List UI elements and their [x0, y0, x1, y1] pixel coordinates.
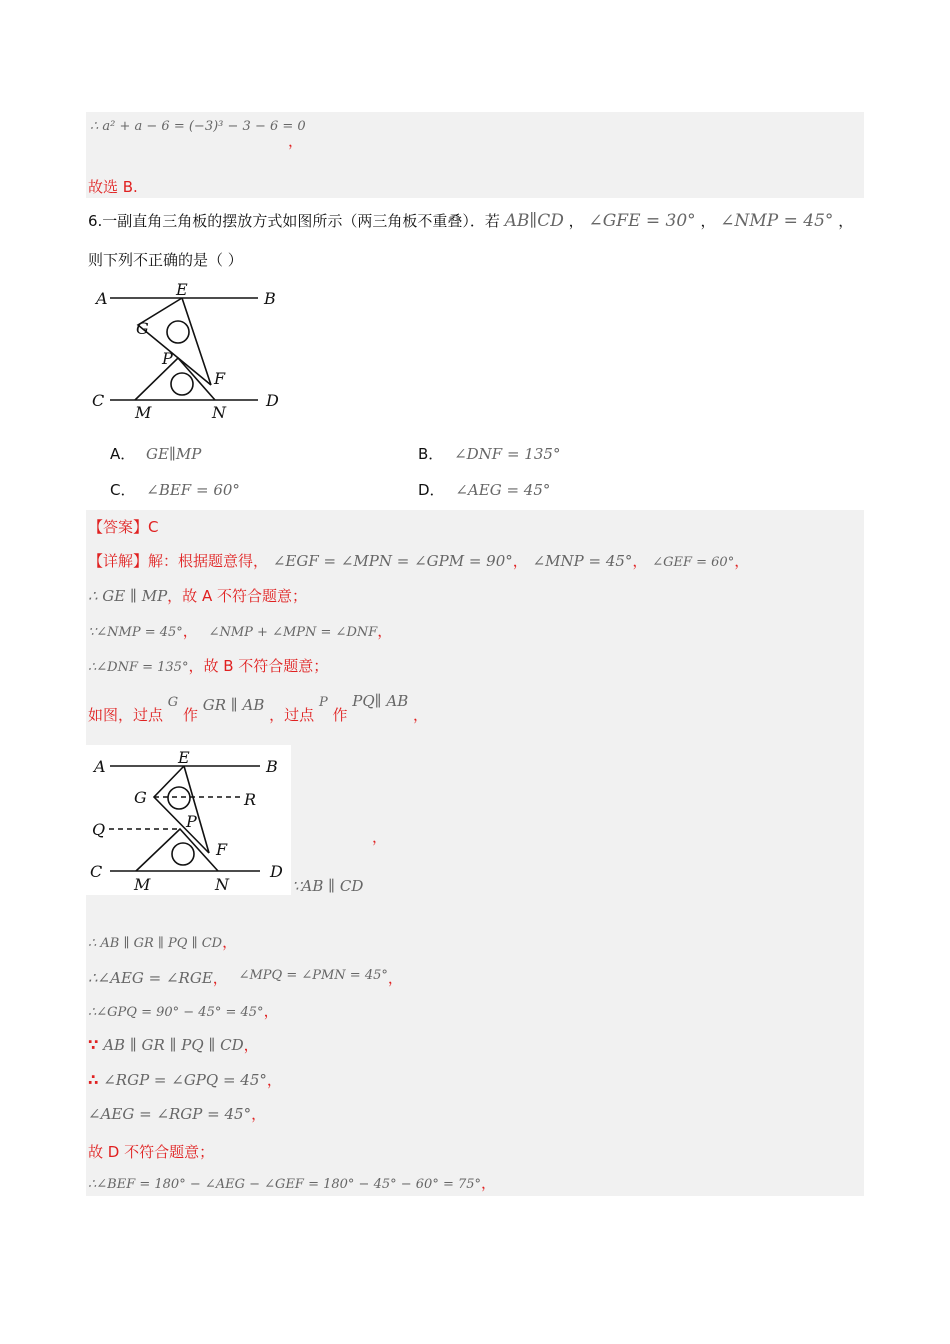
fig2-comma: ，: [372, 828, 388, 846]
point-g: G: [167, 695, 179, 710]
comma: ，: [481, 1174, 497, 1192]
option-b-letter: B．: [418, 445, 444, 463]
line3-math1: ∵∠NMP = 45°: [88, 625, 183, 640]
step-5-math: ∠RGP = ∠GPQ = 45°: [103, 1071, 267, 1089]
eq1: ∠EGF = ∠MPN = ∠GPM = 90°: [272, 552, 513, 570]
fig2-label-D: D: [270, 862, 283, 881]
sep: ，: [568, 212, 584, 230]
step-2a-math: ∴∠AEG = ∠RGE: [88, 969, 213, 987]
fig2-label-M: M: [134, 875, 151, 894]
label-A: A: [96, 289, 108, 308]
fig2-label-P: P: [186, 812, 197, 831]
option-c-text: ∠BEF = 60°: [146, 481, 240, 499]
step-6-math: ∠AEG = ∠RGP = 45°: [88, 1105, 252, 1123]
gr-parallel: GR ∥ AB: [202, 696, 265, 714]
label-C: C: [92, 391, 105, 410]
line2-text: ，故 A 不符合题意；: [167, 587, 307, 605]
option-d-letter: D．: [418, 481, 445, 499]
label-D: D: [266, 391, 279, 410]
step-3-math: ∴∠GPQ = 90° − 45° = 45°: [88, 1005, 264, 1020]
option-b-text: ∠DNF = 135°: [454, 445, 561, 463]
option-a-letter: A．: [110, 445, 136, 463]
line2-math: ∴ GE ∥ MP: [88, 587, 168, 605]
step-2: [88, 967, 403, 988]
text: 如图，过点: [88, 706, 164, 724]
comma: ，: [263, 1002, 279, 1020]
comma: ，: [182, 622, 198, 640]
because-symbol: ∵: [88, 1036, 99, 1054]
formula-line: ∴ a² + a − 6 = (−3)³ − 3 − 6 = 0: [90, 119, 306, 134]
question-prefix: 6.一副直角三角板的摆放方式如图所示（两三角板不重叠）．若: [88, 212, 500, 230]
line4-math: ∴∠DNF = 135°: [88, 660, 189, 675]
option-b[interactable]: [418, 443, 560, 464]
option-c-letter: C．: [110, 481, 136, 499]
cond-angle-nmp: ∠NMP = 45°: [720, 211, 834, 231]
fig2-label-Q: Q: [92, 820, 106, 839]
fig2-after: ∵AB ∥ CD: [292, 877, 364, 895]
line3-math2: ∠NMP + ∠MPN = ∠DNF: [208, 625, 378, 640]
fig2-label-F: F: [216, 840, 228, 859]
label-M: M: [135, 403, 152, 422]
conclusion: 故选 B.: [88, 178, 138, 196]
option-d-text: ∠AEG = 45°: [455, 481, 551, 499]
text: 作: [332, 706, 348, 724]
text: ，过点: [269, 706, 315, 724]
label-P: P: [162, 349, 173, 368]
sep: ，: [700, 212, 716, 230]
option-c[interactable]: [110, 479, 240, 500]
comma: ，: [251, 1105, 267, 1123]
question-line2: 则下列不正确的是（ ）: [88, 251, 243, 269]
step-4: [88, 1034, 259, 1055]
answer-label: 【答案】C: [88, 518, 159, 536]
label-B: B: [264, 289, 276, 308]
label-F: F: [214, 369, 226, 388]
detail-intro: 解：根据题意得，: [148, 552, 269, 570]
cond-parallel: AB∥CD: [504, 211, 564, 231]
text: 作: [182, 706, 198, 724]
label-N: N: [212, 403, 226, 422]
fig2-label-A: A: [94, 757, 106, 776]
sep: ，: [838, 212, 854, 230]
fig2-label-G: G: [134, 788, 147, 807]
comma: ，: [387, 969, 403, 987]
detail-label: 【详解】: [88, 552, 149, 570]
comma: ，: [734, 552, 750, 570]
step-4-math: AB ∥ GR ∥ PQ ∥ CD: [103, 1036, 244, 1054]
option-d[interactable]: [418, 479, 550, 500]
step-2b-math: ∠MPQ = ∠PMN = 45°: [238, 968, 388, 983]
point-p: P: [318, 695, 328, 710]
detail-line3: [88, 620, 392, 641]
step-3: [88, 1000, 279, 1021]
question-line1: [88, 210, 853, 231]
step-5: [88, 1069, 282, 1090]
comma: ，: [288, 132, 304, 150]
fig2-label-B: B: [266, 757, 278, 776]
step-8-math: ∴∠BEF = 180° − ∠AEG − ∠GEF = 180° − 45° − 60° = 75°: [88, 1177, 482, 1192]
comma: ，: [377, 622, 393, 640]
pq-parallel: PQ∥ AB: [352, 692, 409, 710]
cond-angle-gfe: ∠GFE = 30°: [588, 211, 696, 231]
option-a[interactable]: [110, 443, 201, 464]
fig2-label-C: C: [90, 862, 103, 881]
step-6: [88, 1103, 266, 1124]
step-1: [88, 931, 237, 952]
step-8: [88, 1172, 496, 1193]
step-1-math: ∴ AB ∥ GR ∥ PQ ∥ CD: [88, 936, 223, 951]
eq3: ∠GEF = 60°: [652, 555, 735, 570]
detail-line2: [88, 585, 307, 606]
detail-line5: [88, 692, 429, 725]
label-G: G: [136, 319, 149, 338]
comma: ，: [632, 552, 648, 570]
detail-line1: [88, 550, 749, 571]
line4-text: ，故 B 不符合题意；: [188, 657, 329, 675]
fig2-label-R: R: [244, 790, 257, 809]
comma: ，: [212, 969, 228, 987]
option-a-text: GE∥MP: [146, 445, 202, 463]
text: ，: [413, 706, 429, 724]
detail-line4: [88, 655, 328, 676]
label-E: E: [176, 280, 188, 299]
triangle-figure-1: [90, 280, 290, 425]
comma: ，: [243, 1036, 259, 1054]
fig2-label-N: N: [215, 875, 229, 894]
triangle-figure-2: [86, 745, 291, 895]
comma: ，: [512, 552, 528, 570]
therefore-symbol: ∴: [88, 1071, 99, 1089]
fig2-label-E: E: [178, 748, 190, 767]
comma: ，: [222, 933, 238, 951]
step-7: 故 D 不符合题意；: [88, 1143, 215, 1161]
eq2: ∠MNP = 45°: [532, 552, 633, 570]
comma: ，: [266, 1071, 282, 1089]
